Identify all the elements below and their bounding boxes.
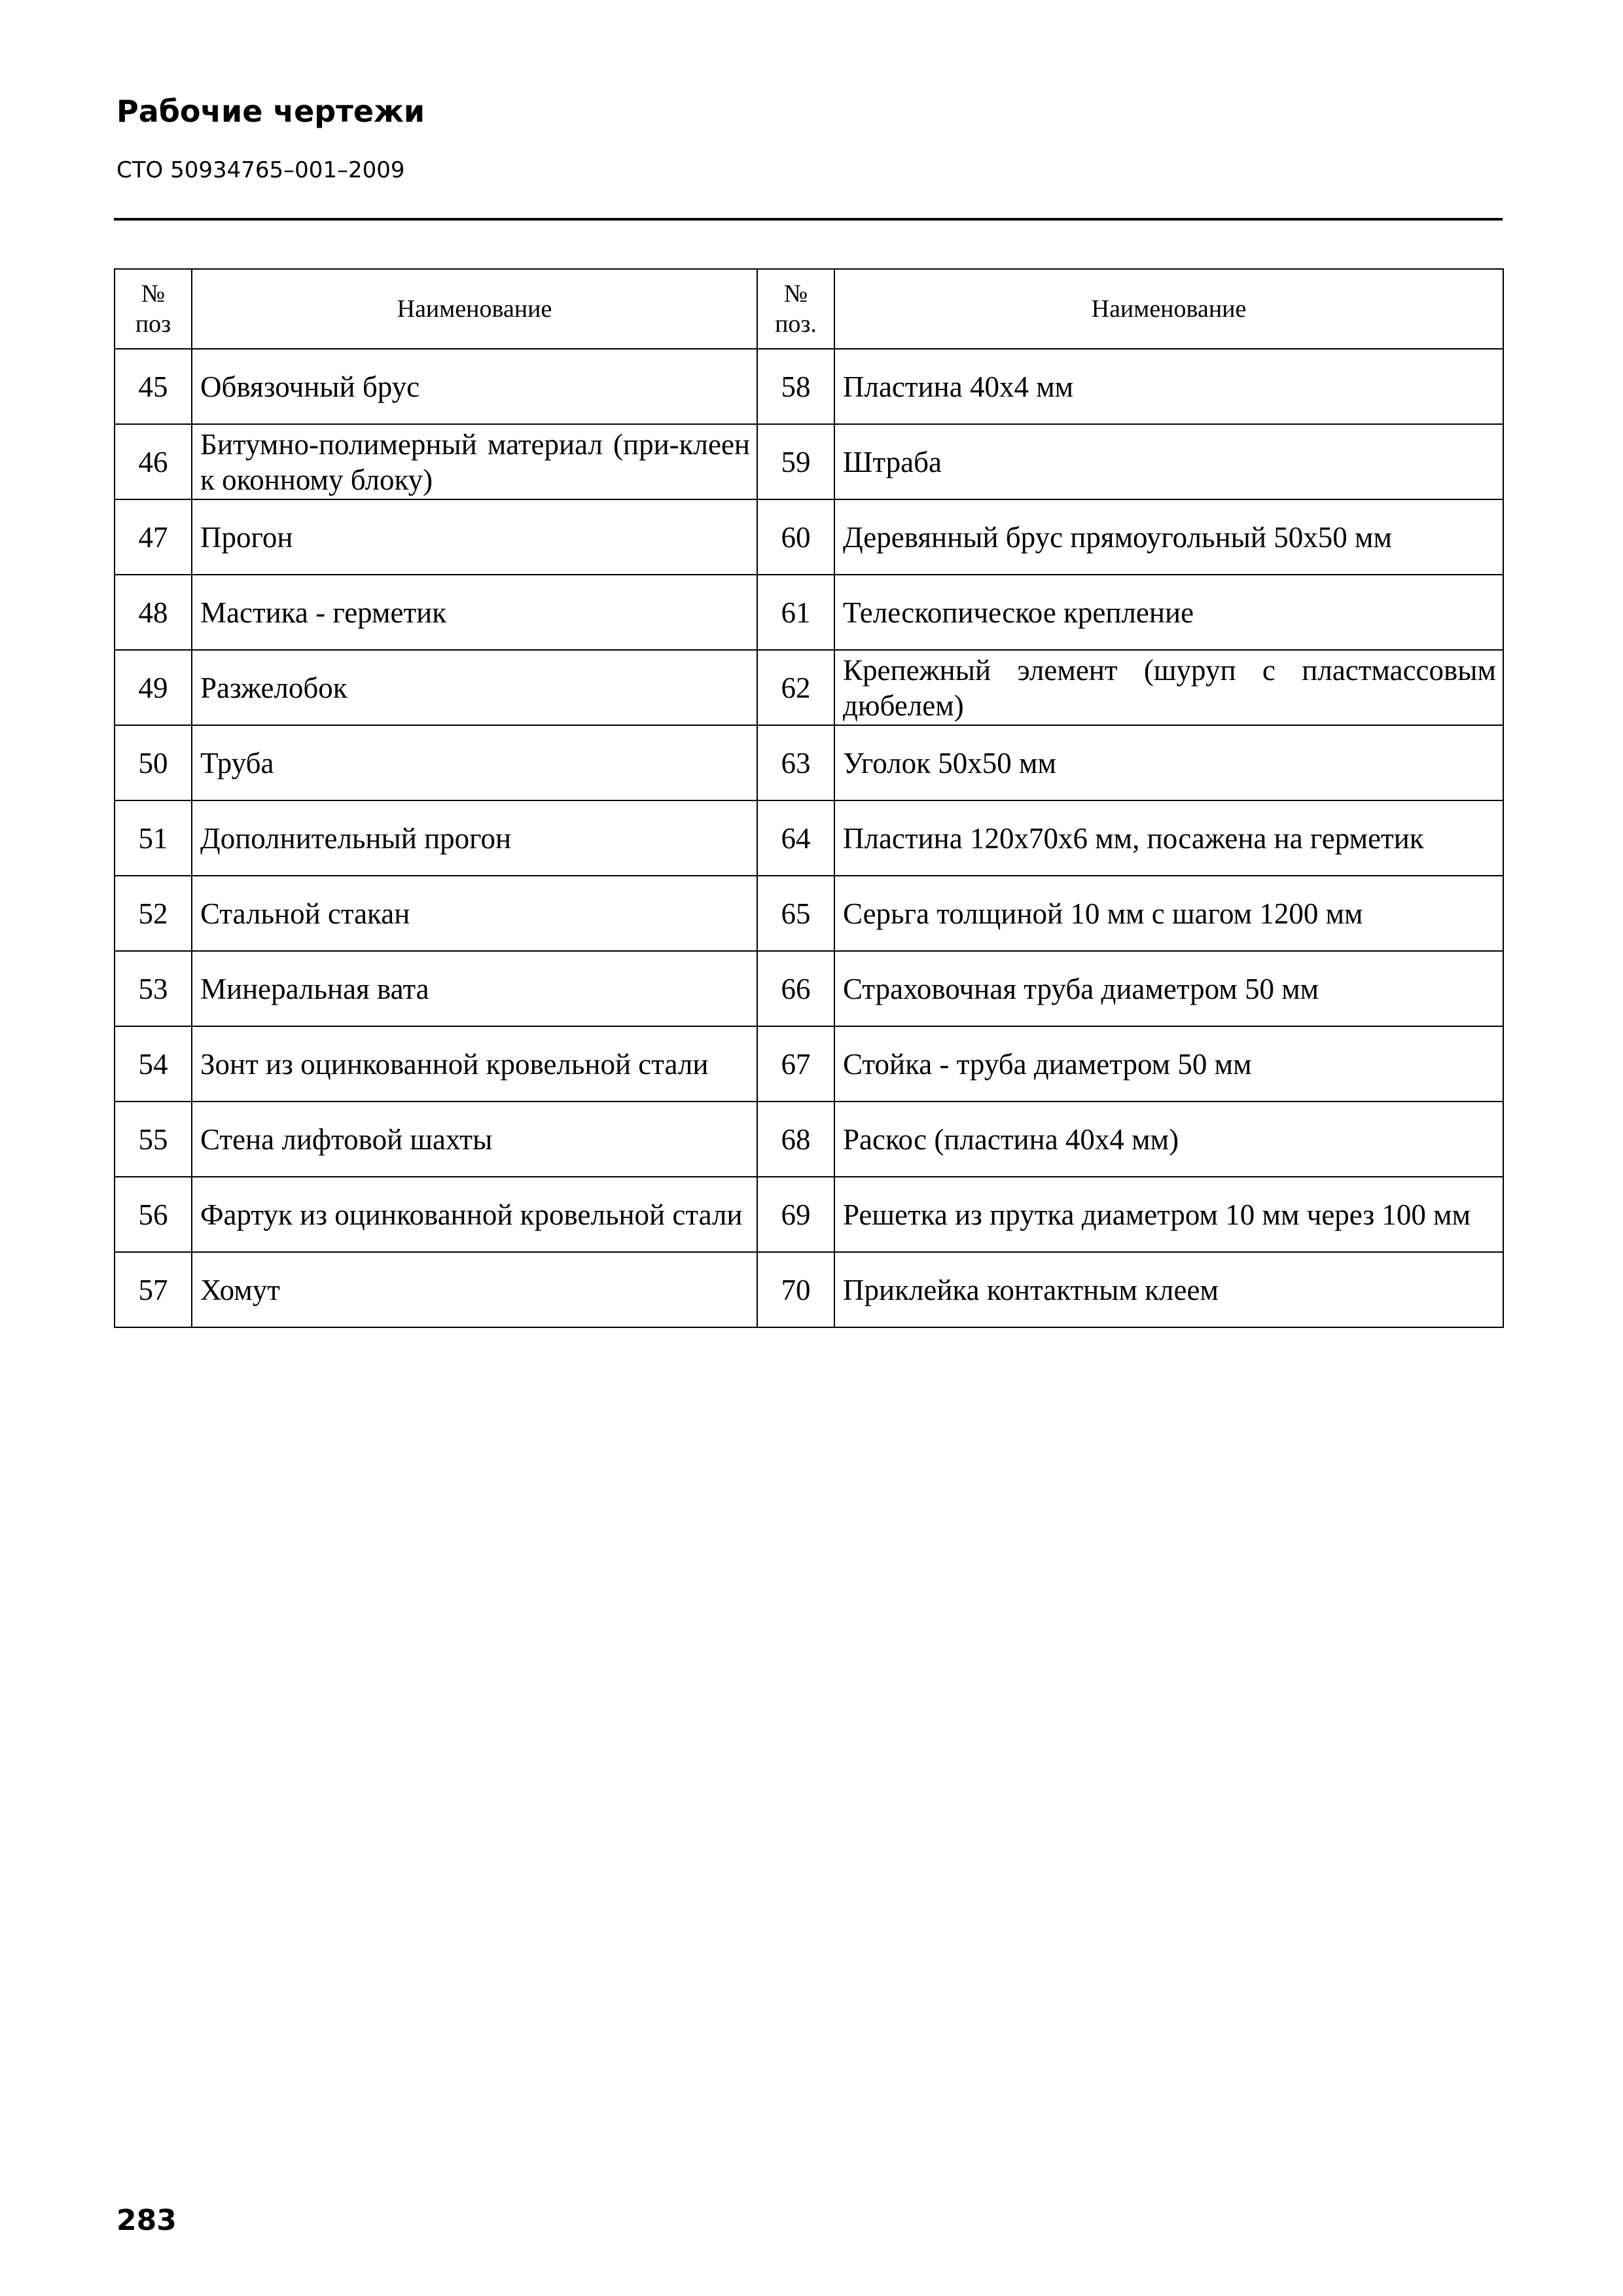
item-name-left: Зонт из оцинкованной кровельной стали [192, 1026, 757, 1102]
item-name-left: Хомут [192, 1252, 757, 1327]
position-number-right: 62 [757, 650, 834, 725]
page-title: Рабочие чертежи [116, 94, 425, 129]
item-name-left: Мастика - герметик [192, 575, 757, 650]
position-number-right: 68 [757, 1102, 834, 1177]
position-number-left: 57 [115, 1252, 192, 1327]
position-number-left: 48 [115, 575, 192, 650]
position-number-left: 49 [115, 650, 192, 725]
position-number-right: 70 [757, 1252, 834, 1327]
position-number-left: 46 [115, 424, 192, 499]
position-number-right: 61 [757, 575, 834, 650]
specification-table [114, 268, 1504, 1328]
header-position-number-right: № поз. [757, 269, 834, 349]
position-number-right: 60 [757, 499, 834, 575]
position-number-right: 64 [757, 800, 834, 876]
item-name-right: Пластина 40х4 мм [834, 349, 1503, 424]
item-name-right: Раскос (пластина 40х4 мм) [834, 1102, 1503, 1177]
item-name-right: Страховочная труба диаметром 50 мм [834, 951, 1503, 1026]
item-name-left: Обвязочный брус [192, 349, 757, 424]
table-row [115, 575, 1503, 650]
item-name-right: Телескопическое крепление [834, 575, 1503, 650]
header-name-right: Наименование [834, 269, 1503, 349]
position-number-right: 66 [757, 951, 834, 1026]
position-number-left: 50 [115, 725, 192, 800]
item-name-right: Решетка из прутка диаметром 10 мм через 100 мм [834, 1177, 1503, 1252]
table-row [115, 876, 1503, 951]
position-number-left: 53 [115, 951, 192, 1026]
table-header-row [115, 269, 1503, 349]
table-row [115, 1026, 1503, 1102]
item-name-right: Стойка - труба диаметром 50 мм [834, 1026, 1503, 1102]
item-name-left: Труба [192, 725, 757, 800]
page-number: 283 [116, 2204, 177, 2237]
table-row [115, 800, 1503, 876]
item-name-left: Минеральная вата [192, 951, 757, 1026]
item-name-right: Крепежный элемент (шуруп с пластмассовым дюбелем) [834, 650, 1503, 725]
table-row [115, 951, 1503, 1026]
position-number-right: 67 [757, 1026, 834, 1102]
position-number-right: 65 [757, 876, 834, 951]
item-name-right: Штраба [834, 424, 1503, 499]
item-name-right: Деревянный брус прямоугольный 50х50 мм [834, 499, 1503, 575]
position-number-left: 55 [115, 1102, 192, 1177]
item-name-left: Битумно-полимерный материал (при-клеен к оконному блоку) [192, 424, 757, 499]
position-number-left: 54 [115, 1026, 192, 1102]
item-name-left: Фартук из оцинкованной кровельной стали [192, 1177, 757, 1252]
item-name-right: Приклейка контактным клеем [834, 1252, 1503, 1327]
table-row [115, 1177, 1503, 1252]
header-position-number-left: № поз [115, 269, 192, 349]
table-row [115, 1252, 1503, 1327]
item-name-right: Серьга толщиной 10 мм с шагом 1200 мм [834, 876, 1503, 951]
table-row [115, 725, 1503, 800]
header-name-left: Наименование [192, 269, 757, 349]
document-code: СТО 50934765–001–2009 [116, 157, 405, 183]
position-number-right: 63 [757, 725, 834, 800]
table-row [115, 499, 1503, 575]
item-name-left: Дополнительный прогон [192, 800, 757, 876]
position-number-left: 56 [115, 1177, 192, 1252]
table-row [115, 1102, 1503, 1177]
table-row [115, 650, 1503, 725]
table-row [115, 349, 1503, 424]
item-name-left: Стена лифтовой шахты [192, 1102, 757, 1177]
item-name-right: Пластина 120х70х6 мм, посажена на герметик [834, 800, 1503, 876]
position-number-left: 52 [115, 876, 192, 951]
item-name-left: Стальной стакан [192, 876, 757, 951]
table-row [115, 424, 1503, 499]
item-name-left: Прогон [192, 499, 757, 575]
item-name-left: Разжелобок [192, 650, 757, 725]
position-number-right: 69 [757, 1177, 834, 1252]
position-number-left: 45 [115, 349, 192, 424]
item-name-right: Уголок 50х50 мм [834, 725, 1503, 800]
header-divider [114, 218, 1503, 221]
position-number-right: 59 [757, 424, 834, 499]
position-number-right: 58 [757, 349, 834, 424]
position-number-left: 47 [115, 499, 192, 575]
position-number-left: 51 [115, 800, 192, 876]
